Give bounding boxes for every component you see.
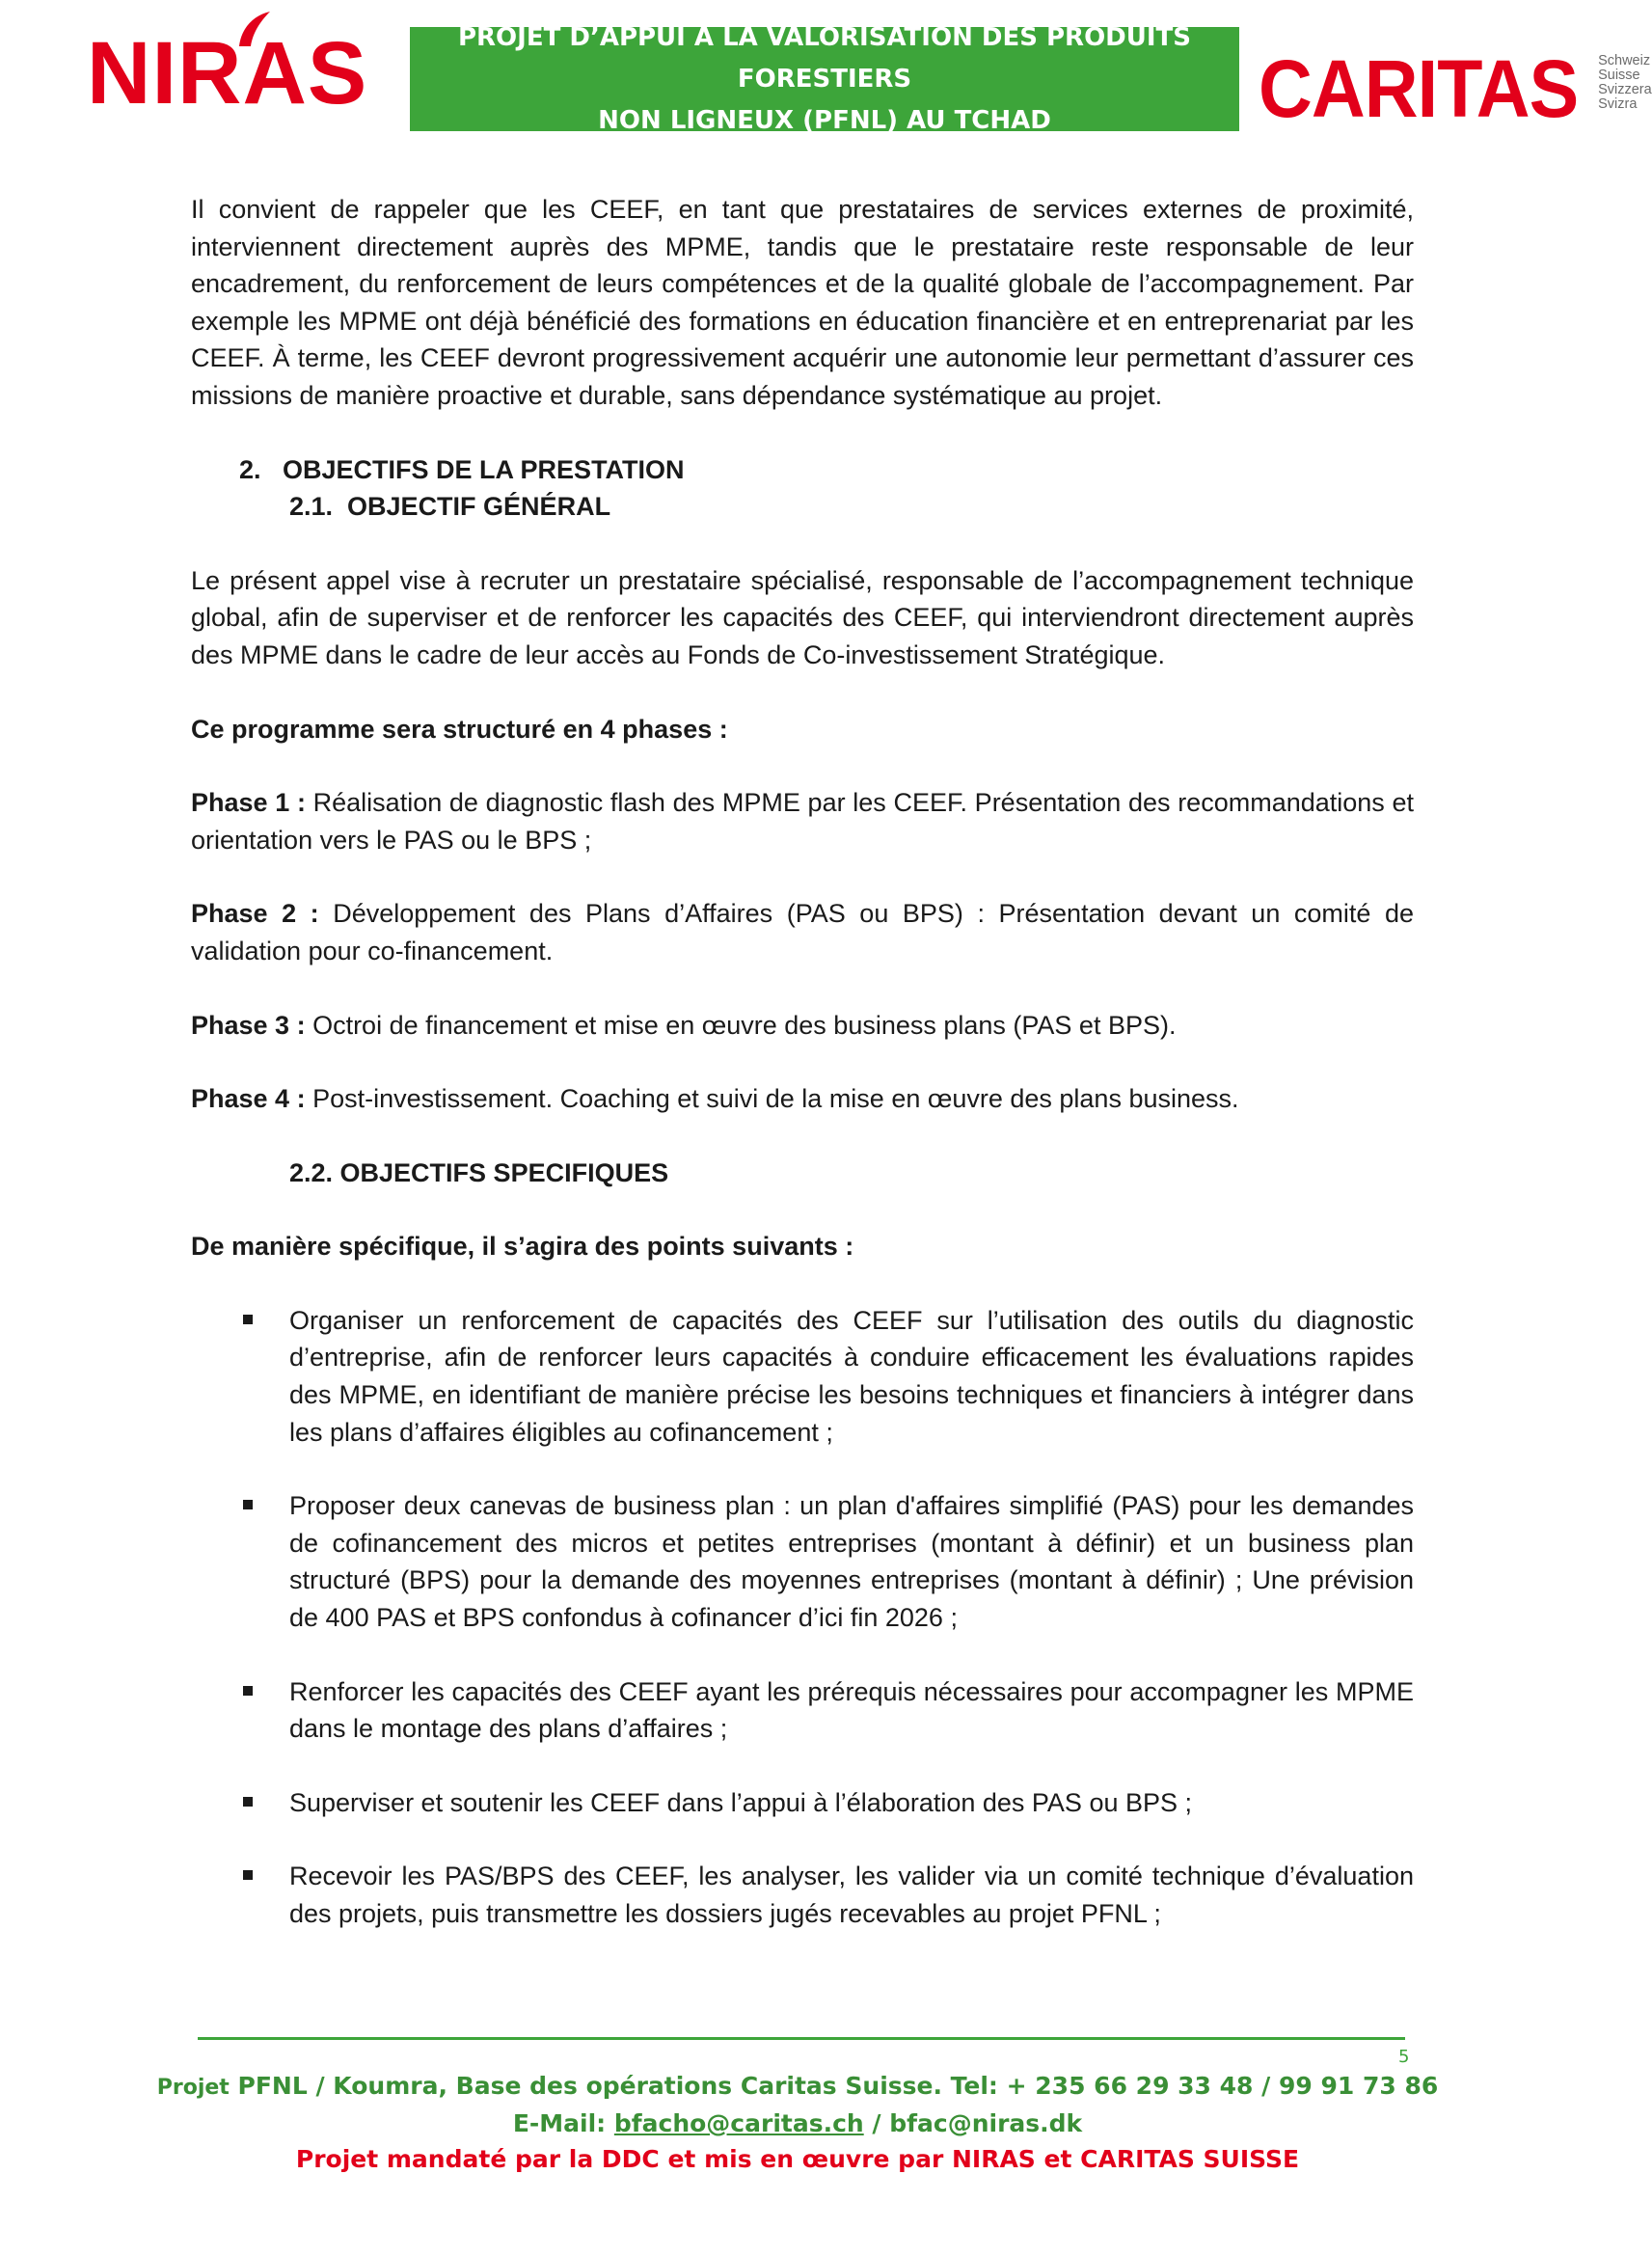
email-label: E-Mail: — [512, 2109, 614, 2137]
list-item — [191, 1302, 1414, 1451]
list-item — [191, 1858, 1414, 1932]
banner-line-1: PROJET D’APPUI A LA VALORISATION DES PRODUITS FORESTIERS — [457, 22, 1192, 94]
niras-logo — [87, 8, 368, 123]
phase-label: Phase 1 : — [191, 788, 306, 818]
lang-fr: Suisse — [1598, 68, 1640, 83]
intro-paragraph: Il convient de rappeler que les CEEF, en tant que prestataires de services externes de proximité, interviennent directement auprès des MPME, tandis que le prestataire reste responsable de leur encadrement, du renforcement de leurs compétences et de la qualité globale de l’accompagnement. Par exemple les MPME ont déjà bénéficié des formations en éducation financière et en entreprenariat par les CEEF. À terme, les CEEF devront progressivement acquérir une autonomie leur permettant d’assurer ces missions de manière proactive et durable, sans dépendance systématique au projet. — [191, 195, 1414, 410]
caritas-logo-text: CARITAS — [1259, 43, 1579, 134]
list-item — [191, 1673, 1414, 1748]
bullet-square-icon — [243, 1870, 253, 1880]
footer-contact-line — [145, 2068, 1450, 2106]
section-2-1-title: 2.1. OBJECTIF GÉNÉRAL — [289, 492, 611, 522]
email-niras: bfac@niras.dk — [889, 2109, 1083, 2137]
phase-text: Octroi de financement et mise en œuvre des business plans (PAS et BPS). — [305, 1010, 1177, 1040]
niras-logo-text: NIRAS — [87, 24, 368, 122]
phase-label: Phase 2 : — [191, 899, 319, 929]
section-2-title: 2. OBJECTIFS DE LA PRESTATION — [239, 454, 685, 484]
caritas-logo — [1259, 43, 1652, 134]
footer-address: PFNL / Koumra, Base des opérations Caritas Suisse. Tel: + 235 66 29 33 48 / 99 91 73 86 — [229, 2072, 1439, 2100]
list-item-text: Superviser et soutenir les CEEF dans l’appui à l’élaboration des PAS ou BPS ; — [289, 1787, 1193, 1817]
email-link-caritas[interactable]: bfacho@caritas.ch — [613, 2109, 864, 2137]
program-intro: Ce programme sera structuré en 4 phases : — [191, 714, 728, 744]
section-2-2-title: 2.2. OBJECTIFS SPECIFIQUES — [289, 1157, 669, 1187]
general-objective-paragraph: Le présent appel vise à recruter un prestataire spécialisé, responsable de l’accompagnement technique global, afin de superviser et de renforcer les capacités des CEEF, qui interviendront directement auprès des MPME dans le cadre de leur accès au Fonds de Co-investissement Stratégique. — [191, 565, 1414, 669]
banner-line-2: NON LIGNEUX (PFNL) AU TCHAD — [598, 105, 1051, 135]
bullet-square-icon — [243, 1500, 253, 1509]
phase-text: Développement des Plans d’Affaires (PAS ou BPS) : Présentation devant un comité de validation pour co-financement. — [191, 899, 1415, 965]
phase-label: Phase 3 : — [191, 1010, 306, 1040]
phase-2 — [191, 895, 1414, 969]
list-item-text: Proposer deux canevas de business plan : un plan d'affaires simplifié (PAS) pour les demandes de cofinancement des micros et petites entreprises (montant à définir) et un business plan structuré (BPS) pour la demande des moyennes entreprises (montant à définir) ; Une prévision de 400 PAS et BPS confondus à cofinancer d’ici fin 2026 ; — [289, 1491, 1414, 1633]
caritas-languages — [1598, 54, 1652, 112]
footer-prefix: Projet — [156, 2076, 230, 2100]
lang-rm: Svizra — [1598, 96, 1638, 112]
bullet-square-icon — [243, 1797, 253, 1807]
footer-mandate: Projet mandaté par la DDC et mis en œuvre par NIRAS et CARITAS SUISSE — [295, 2145, 1300, 2173]
phase-text: Réalisation de diagnostic flash des MPME par les CEEF. Présentation des recommandations et orientation vers le PAS ou le BPS ; — [191, 788, 1415, 855]
list-item-text: Recevoir les PAS/BPS des CEEF, les analyser, les valider via un comité technique d’évaluation des projets, puis transmettre les dossiers jugés recevables au projet PFNL ; — [289, 1862, 1414, 1928]
phase-4 — [191, 1080, 1414, 1118]
phase-1 — [191, 784, 1414, 858]
list-item — [191, 1487, 1414, 1636]
phase-label: Phase 4 : — [191, 1084, 306, 1114]
list-item-text: Renforcer les capacités des CEEF ayant les prérequis nécessaires pour accompagner les MPME dans le montage des plans d’affaires ; — [289, 1676, 1414, 1744]
footer-divider — [198, 2037, 1405, 2040]
lang-de: Schweiz — [1598, 53, 1651, 68]
page-footer — [145, 2068, 1450, 2177]
phase-3 — [191, 1007, 1414, 1045]
footer-email-line — [145, 2106, 1450, 2141]
document-body — [191, 191, 1414, 1933]
page-number: 5 — [1398, 2047, 1410, 2067]
specific-intro: De manière spécifique, il s’agira des points suivants : — [191, 1232, 854, 1262]
phase-text: Post-investissement. Coaching et suivi de la mise en œuvre des plans business. — [305, 1084, 1239, 1114]
bullet-square-icon — [243, 1686, 253, 1696]
project-banner — [410, 22, 1239, 135]
list-item-text: Organiser un renforcement de capacités des CEEF sur l’utilisation des outils du diagnostic d’entreprise, afin de renforcer leurs capacités à conduire efficacement les évaluations rapides des MPME, en identifiant de manière précise les besoins techniques et financiers à intégrer dans les plans d’affaires éligibles au cofinancement ; — [289, 1305, 1414, 1447]
email-separator: / — [863, 2109, 890, 2137]
lang-it: Svizzera — [1598, 82, 1652, 97]
specific-objectives-list — [191, 1302, 1414, 1933]
bullet-square-icon — [243, 1315, 253, 1324]
list-item — [191, 1784, 1414, 1822]
